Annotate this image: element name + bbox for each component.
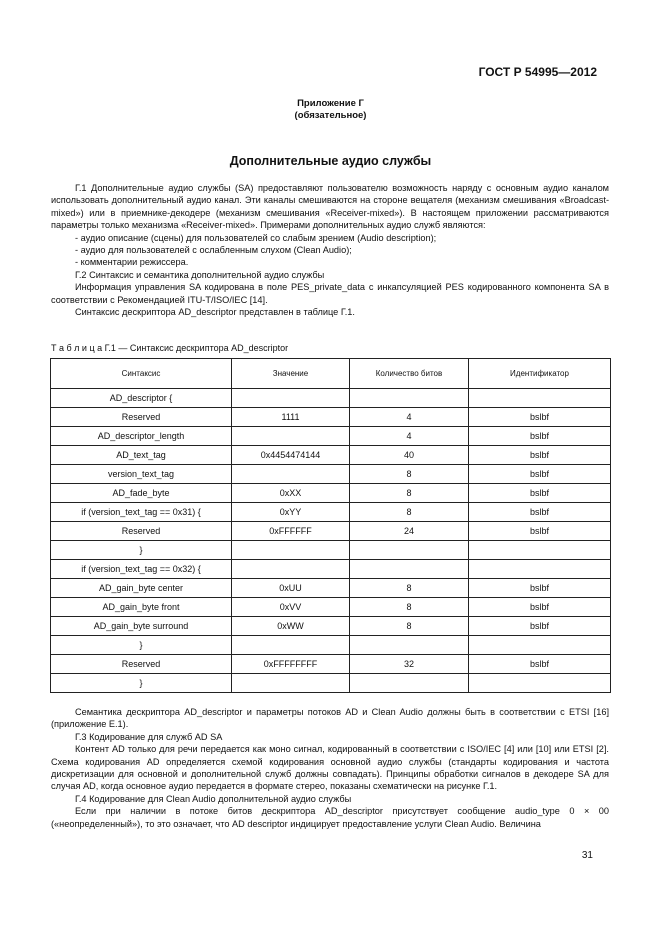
table-cell: 4 — [350, 408, 469, 427]
table-cell: } — [51, 541, 232, 560]
table-cell: bslbf — [469, 503, 611, 522]
table-cell: version_text_tag — [51, 465, 232, 484]
table-cell — [232, 674, 350, 693]
table-cell: 40 — [350, 446, 469, 465]
table-cell — [350, 636, 469, 655]
subsection-heading: Г.3 Кодирование для служб AD SA — [75, 731, 223, 742]
table-row — [51, 389, 611, 408]
table-cell: bslbf — [469, 408, 611, 427]
table-cell: 0xWW — [232, 617, 350, 636]
column-header: Значение — [232, 359, 350, 389]
table-cell: bslbf — [469, 465, 611, 484]
table-cell: 8 — [350, 598, 469, 617]
table-cell — [469, 541, 611, 560]
table-cell — [350, 541, 469, 560]
table-cell: AD_fade_byte — [51, 484, 232, 503]
table-cell: if (version_text_tag == 0x31) { — [51, 503, 232, 522]
table-cell — [232, 465, 350, 484]
table-cell: 1111 — [232, 408, 350, 427]
paragraph: Г.1 Дополнительные аудио службы (SA) предоставляют пользователю возможность наряду с основным аудио каналом использовать дополнительный аудио канал. Эти каналы смешиваются на стороне вещателя (механизм смешивания «Broadcast-mixed») или в приемнике-декодере (механизм смешивания «Receiver-mixed»). В настоящем приложении рассматриваются параметры только механизма «Receiver-mixed». Примерами дополнительных аудио служб являются: — [51, 183, 609, 231]
paragraph: Информация управления SA кодирована в поле PES_private_data с инкапсуляцией PES кодированного компонента SA в соответствии с Рекомендацией ITU-T/ISO/IEC [14]. — [51, 282, 609, 305]
table-cell: bslbf — [469, 598, 611, 617]
table-cell: 8 — [350, 465, 469, 484]
table-cell: Reserved — [51, 655, 232, 674]
table-cell — [232, 389, 350, 408]
annex-title: Приложение Г — [297, 98, 364, 109]
table-cell: 0x4454474144 — [232, 446, 350, 465]
after-table-text — [51, 706, 609, 830]
standard-number: ГОСТ Р 54995—2012 — [478, 65, 597, 79]
table-cell: AD_gain_byte front — [51, 598, 232, 617]
table-row — [51, 579, 611, 598]
table-cell: 8 — [350, 484, 469, 503]
table-cell: 8 — [350, 617, 469, 636]
table-cell — [232, 560, 350, 579]
table-cell: } — [51, 636, 232, 655]
table-cell: Reserved — [51, 408, 232, 427]
intro-text — [51, 182, 609, 318]
table-row — [51, 427, 611, 446]
syntax-table — [50, 358, 611, 693]
paragraph: Синтаксис дескриптора AD_descriptor представлен в таблице Г.1. — [75, 307, 355, 318]
table-cell — [469, 389, 611, 408]
table-row — [51, 503, 611, 522]
table-cell: bslbf — [469, 484, 611, 503]
table-cell — [469, 560, 611, 579]
table-cell: AD_descriptor_length — [51, 427, 232, 446]
annex-status: (обязательное) — [294, 110, 367, 121]
table-cell: AD_gain_byte center — [51, 579, 232, 598]
table-cell — [232, 541, 350, 560]
section-title: Дополнительные аудио службы — [229, 154, 432, 168]
table-row — [51, 598, 611, 617]
table-row — [51, 617, 611, 636]
table-row — [51, 560, 611, 579]
table-cell: 0xXX — [232, 484, 350, 503]
column-header: Идентификатор — [469, 359, 611, 389]
table-cell: bslbf — [469, 446, 611, 465]
paragraph: Контент AD только для речи передается как моно сигнал, кодированный в соответствии с ISO/IEC [4] или [10] или ETSI [2]. Схема кодирования AD определяется схемой кодирования основной аудио службы (стандарты кодирования и частота дискретизации для основной и дополнительной служб должны совпадать). Принципы обработки сигналов в декодере SA для случая AD, когда основное аудио передается в формате стерео, показаны схематически на рисунке Г.1. — [51, 744, 609, 792]
table-row — [51, 446, 611, 465]
table-row — [51, 484, 611, 503]
table-cell: } — [51, 674, 232, 693]
table-cell: AD_text_tag — [51, 446, 232, 465]
table-row — [51, 408, 611, 427]
table-row — [51, 655, 611, 674]
table-cell: bslbf — [469, 522, 611, 541]
table-cell: bslbf — [469, 579, 611, 598]
table-row — [51, 465, 611, 484]
table-cell: AD_gain_byte surround — [51, 617, 232, 636]
subsection-heading: Г.4 Кодирование для Clean Audio дополнительной аудио службы — [75, 793, 352, 804]
table-cell: bslbf — [469, 655, 611, 674]
table-caption: Т а б л и ц а Г.1 — Синтаксис дескриптора AD_descriptor — [51, 343, 289, 353]
table-row — [51, 522, 611, 541]
page-number: 31 — [581, 850, 593, 861]
table-cell: AD_descriptor { — [51, 389, 232, 408]
table-cell — [232, 427, 350, 446]
table-cell: 0xVV — [232, 598, 350, 617]
table-cell: 0xUU — [232, 579, 350, 598]
table-cell: if (version_text_tag == 0x32) { — [51, 560, 232, 579]
table-cell: 8 — [350, 579, 469, 598]
table-cell: 32 — [350, 655, 469, 674]
table-cell: 0xFFFFFF — [232, 522, 350, 541]
list-item: - комментарии режиссера. — [75, 257, 189, 268]
table-cell: Reserved — [51, 522, 232, 541]
table-cell: 0xYY — [232, 503, 350, 522]
table-cell — [232, 636, 350, 655]
list-item: - аудио для пользователей с ослабленным слухом (Clean Audio); — [75, 245, 352, 256]
column-header: Синтаксис — [51, 359, 232, 389]
table-cell: bslbf — [469, 427, 611, 446]
table-cell — [350, 674, 469, 693]
table-cell: bslbf — [469, 617, 611, 636]
table-cell: 24 — [350, 522, 469, 541]
table-cell — [350, 389, 469, 408]
column-header: Количество битов — [350, 359, 469, 389]
table-row — [51, 674, 611, 693]
table-cell — [469, 636, 611, 655]
table-cell — [469, 674, 611, 693]
paragraph: Семантика дескриптора AD_descriptor и параметры потоков AD и Clean Audio должны быть в соответствии с ETSI [16] (приложение Е.1). — [51, 707, 609, 730]
table-row — [51, 541, 611, 560]
table-cell: 0xFFFFFFFF — [232, 655, 350, 674]
list-item: - аудио описание (сцены) для пользователей со слабым зрением (Audio description); — [75, 232, 437, 243]
table-cell — [350, 560, 469, 579]
table-row — [51, 636, 611, 655]
paragraph: Если при наличии в потоке битов дескриптора AD_descriptor присутствует сообщение audio_type 0 × 00 («неопределенный»), то это означает, что AD descriptor индицирует предоставление услуги Clean Audio. Величина — [51, 806, 609, 829]
table-cell: 4 — [350, 427, 469, 446]
subsection-heading: Г.2 Синтаксис и семантика дополнительной аудио службы — [75, 269, 325, 280]
table-cell: 8 — [350, 503, 469, 522]
